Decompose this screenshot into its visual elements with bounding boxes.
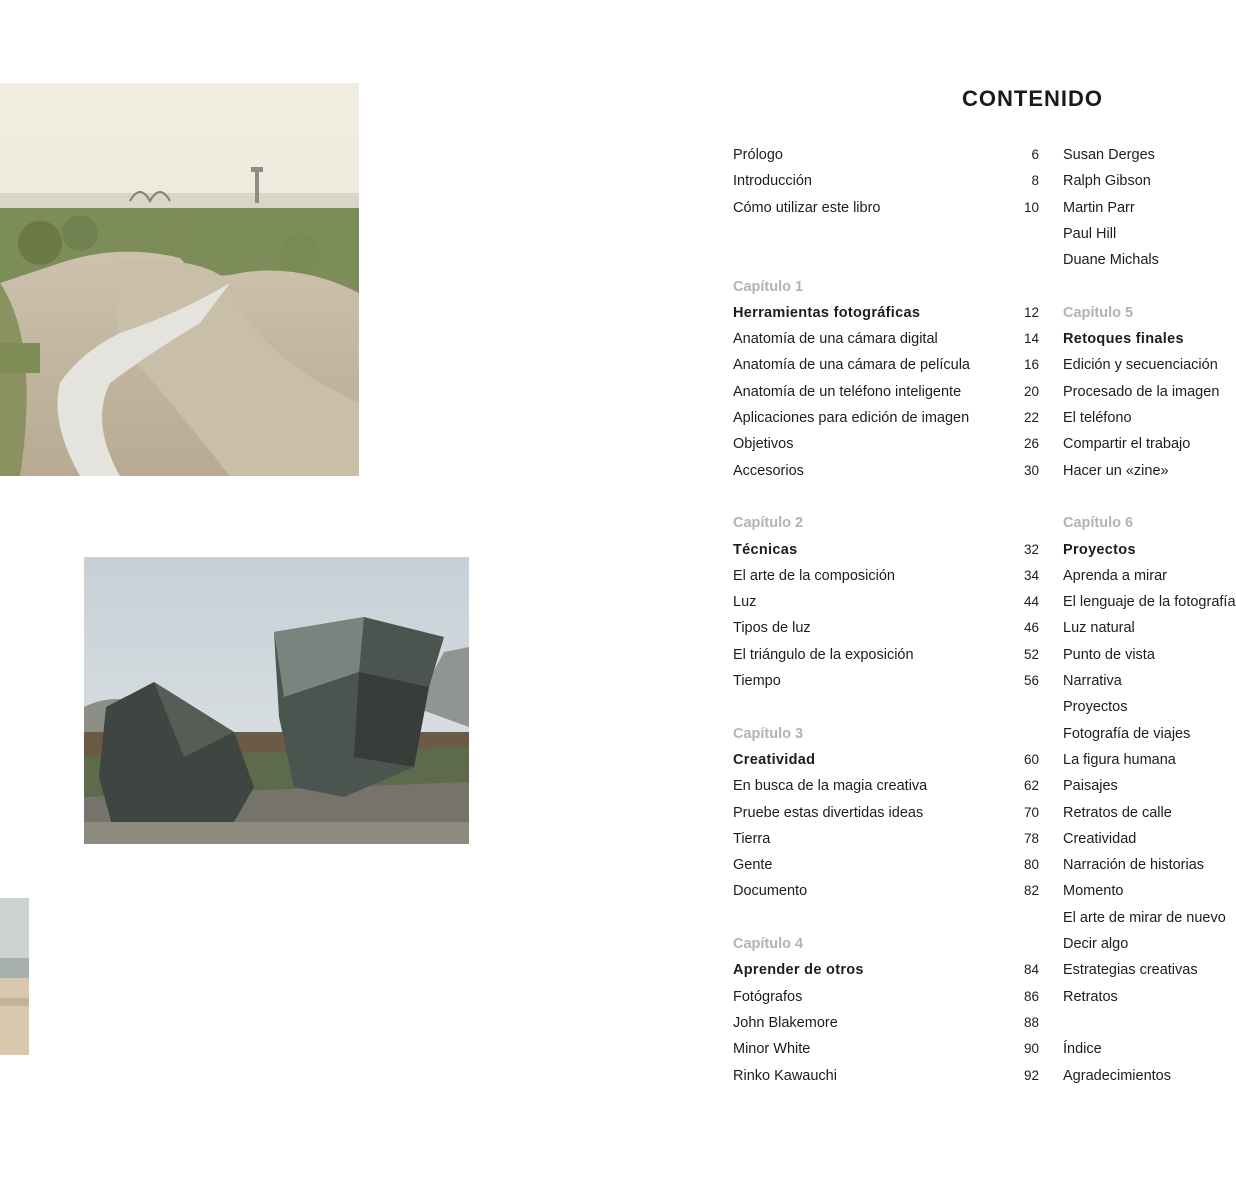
page-number: 16 [1023, 357, 1039, 373]
toc-entry: Martin Parr [1063, 199, 1135, 216]
toc-entry: Duane Michals [1063, 252, 1159, 269]
toc-entry: La figura humana [1063, 751, 1176, 768]
page-number: 32 [1023, 541, 1039, 557]
toc-entry: Tipos de luz [733, 620, 811, 637]
toc-entry: Anatomía de una cámara digital [733, 331, 938, 348]
section-title: Técnicas [733, 541, 798, 558]
toc-entry: Narrativa [1063, 673, 1122, 689]
page-number: 56 [1023, 673, 1039, 688]
toc-entry: Fotógrafos [733, 988, 803, 1005]
page-number: 20 [1023, 383, 1039, 399]
page-number: 92 [1023, 1067, 1039, 1083]
chapter-label: Capítulo 5 [1063, 304, 1134, 321]
section-title: Herramientas fotográficas [733, 304, 921, 321]
page-number: 60 [1023, 751, 1039, 767]
page-number: 6 [1031, 147, 1039, 162]
toc-entry: Hacer un «zine» [1063, 462, 1169, 479]
toc-entry: Creatividad [1063, 830, 1137, 847]
toc-entry: Paisajes [1063, 778, 1118, 795]
page-number: 84 [1023, 962, 1039, 978]
page-number: 90 [1023, 1041, 1039, 1057]
page-title: CONTENIDO [962, 86, 1103, 111]
toc-entry: El triángulo de la exposición [733, 646, 914, 663]
toc-entry: Agradecimientos [1063, 1067, 1171, 1084]
toc-entry: El lenguaje de la fotografía [1063, 594, 1236, 611]
chapter-label: Capítulo 1 [733, 278, 804, 295]
toc-entry: John Blakemore [733, 1014, 838, 1031]
page-number: 80 [1023, 857, 1039, 873]
chapter-label: Capítulo 3 [733, 725, 804, 742]
chapter-label: Capítulo 6 [1063, 515, 1134, 532]
toc-entry: Fotografía de viajes [1063, 725, 1191, 742]
toc-entry: Aprenda a mirar [1063, 567, 1167, 584]
page-number: 78 [1023, 830, 1039, 846]
beach-photo [0, 898, 29, 1055]
boulders-landscape-photo [84, 557, 469, 844]
toc-entry: Momento [1063, 883, 1124, 900]
toc-entry: Procesado de la imagen [1063, 383, 1220, 400]
page-number: 26 [1023, 436, 1039, 452]
toc-entry: Luz natural [1063, 620, 1135, 637]
toc-entry: Estrategias creativas [1063, 962, 1198, 979]
toc-entry: Punto de vista [1063, 646, 1155, 663]
toc-entry: Edición y secuenciación [1063, 357, 1218, 374]
toc-entry: En busca de la magia creativa [733, 778, 928, 795]
toc-entry: Proyectos [1063, 699, 1128, 716]
toc-entry: Retratos [1063, 988, 1118, 1005]
toc-entry: Narración de historias [1063, 857, 1205, 874]
chapter-label: Capítulo 2 [733, 515, 804, 532]
page-number: 82 [1023, 883, 1039, 899]
toc-entry: Accesorios [733, 462, 804, 479]
toc-entry: El teléfono [1063, 410, 1132, 426]
section-title: Proyectos [1063, 541, 1136, 558]
toc-entry: Susan Derges [1063, 147, 1155, 163]
page-number: 14 [1023, 331, 1039, 347]
toc-entry: Cómo utilizar este libro [733, 199, 881, 216]
toc-entry: Minor White [733, 1041, 811, 1058]
page-number: 22 [1023, 410, 1039, 425]
toc-entry: Prólogo [733, 147, 783, 163]
toc-entry: Índice [1063, 1041, 1102, 1058]
page-number: 62 [1023, 778, 1039, 794]
chapter-label: Capítulo 4 [733, 936, 804, 952]
page-number: 88 [1023, 1014, 1039, 1030]
toc-entry: Compartir el trabajo [1063, 436, 1191, 453]
page-number: 30 [1023, 462, 1039, 478]
page-number: 44 [1023, 594, 1039, 610]
toc-entry: Ralph Gibson [1063, 173, 1151, 190]
toc-entry: Anatomía de un teléfono inteligente [733, 383, 962, 400]
toc-entry: El arte de la composición [733, 567, 895, 584]
toc-entry: Pruebe estas divertidas ideas [733, 804, 924, 821]
section-title: Aprender de otros [733, 962, 864, 979]
page-number: 52 [1023, 646, 1039, 662]
toc-entry: Paul Hill [1063, 225, 1117, 242]
page-number: 12 [1023, 304, 1039, 320]
toc-entry: Introducción [733, 173, 812, 190]
toc-entry: Anatomía de una cámara de película [733, 357, 970, 374]
toc-entry: Rinko Kawauchi [733, 1067, 837, 1084]
page-number: 86 [1023, 988, 1039, 1004]
section-title: Creatividad [733, 751, 816, 768]
page-number: 70 [1023, 804, 1039, 820]
toc-entry: Tiempo [733, 673, 781, 689]
toc-entry: El arte de mirar de nuevo [1063, 909, 1226, 926]
page-number: 46 [1023, 620, 1039, 636]
toc-entry: Objetivos [733, 436, 794, 453]
toc-entry: Aplicaciones para edición de imagen [733, 410, 970, 426]
page-number: 34 [1023, 567, 1039, 583]
toc-entry: Retratos de calle [1063, 804, 1172, 821]
river-landscape-photo [0, 83, 359, 476]
toc-entry: Luz [733, 594, 757, 611]
toc-entry: Documento [733, 883, 808, 900]
toc-entry: Gente [733, 857, 773, 874]
page-number: 10 [1023, 199, 1039, 215]
section-title: Retoques finales [1063, 331, 1184, 348]
toc-entry: Decir algo [1063, 936, 1129, 952]
toc-entry: Tierra [733, 830, 771, 847]
page-number: 8 [1031, 173, 1039, 189]
